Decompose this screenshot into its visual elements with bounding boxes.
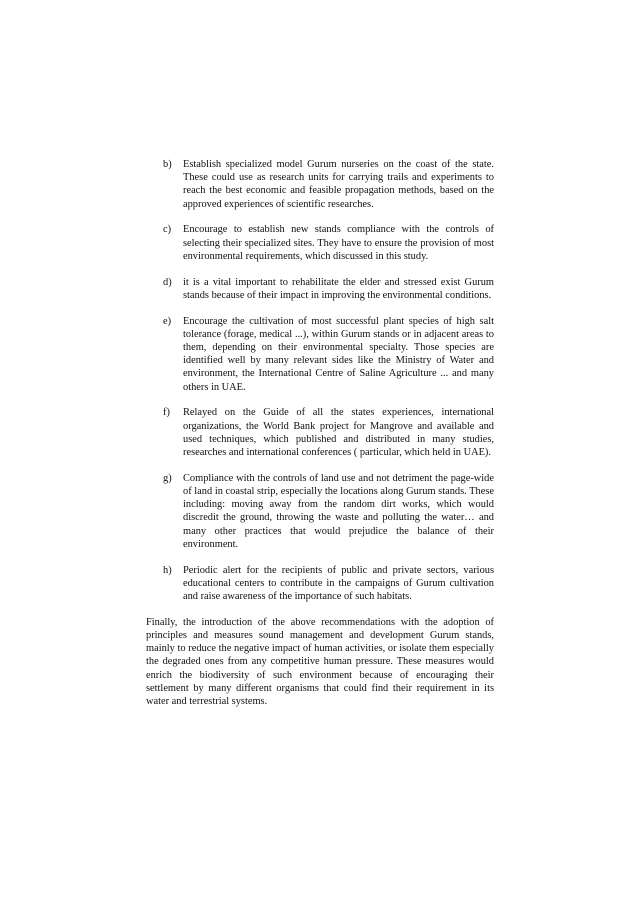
list-item-text: Relayed on the Guide of all the states experiences, international organizations, the World Bank project for Mangrove and available and used techniques, which published and distributed in many studies, researches and international conferences ( particular, which held in UAE). — [183, 407, 494, 459]
list-item — [146, 158, 494, 211]
list-item — [146, 564, 494, 604]
list-item-label: g) — [163, 472, 172, 484]
list-item-text: Compliance with the controls of land use and not detriment the page-wide of land in coastal strip, especially the locations along Gurum stands. These including: moving away from the random dirt works, which would discredit the ground, throwing the waste and polluting the water… and many other practices that would prejudice the balance of their environment. — [183, 472, 494, 550]
closing-paragraph: Finally, the introduction of the above recommendations with the adoption of principles and measures sound management and development Gurum stands, mainly to reduce the negative impact of human activities, or isolate them especially the degraded ones from any competitive human pressure. These measures would enrich the biodiversity of such environment because of encouraging their settlement by many different organisms that could find their requirement in its water and terrestrial systems. — [146, 616, 494, 708]
list-item-text: Encourage the cultivation of most successful plant species of high salt tolerance (forage, medical ...), within Gurum stands or in adjacent areas to them, depending on their environmental specialty. Those species are identified well by many relevant sides like the Ministry of Water and environment, the International Centre of Saline Agriculture ... and many others in UAE. — [183, 315, 494, 393]
list-item-label: b) — [163, 159, 172, 170]
list-item-label: h) — [163, 564, 172, 576]
list-item-label: e) — [163, 315, 172, 327]
list-item-label: f) — [163, 407, 170, 419]
list-item-text: Periodic alert for the recipients of public and private sectors, various educational centers to contribute in the campaigns of Gurum cultivation and raise awareness of the importance of such habitats. — [183, 564, 494, 603]
page-body — [146, 158, 494, 708]
list-item — [146, 472, 494, 551]
list-item — [146, 223, 494, 263]
list-item-label: d) — [163, 276, 172, 288]
recommendations-list — [146, 158, 494, 603]
list-item-label: c) — [163, 224, 172, 236]
list-item-text: Establish specialized model Gurum nurseries on the coast of the state. These could use as research units for carrying trails and experiments to reach the best economic and feasible propagation methods, based on the approved experiences of scientific researches. — [183, 159, 494, 210]
list-item — [146, 406, 494, 459]
list-item — [146, 276, 494, 302]
list-item — [146, 315, 494, 394]
list-item-text: it is a vital important to rehabilitate the elder and stressed exist Gurum stands because of their impact in improving the environmental conditions. — [183, 276, 494, 301]
list-item-text: Encourage to establish new stands compliance with the controls of selecting their specialized sites. They have to ensure the provision of most environmental requirements, which discussed in this study. — [183, 224, 494, 262]
